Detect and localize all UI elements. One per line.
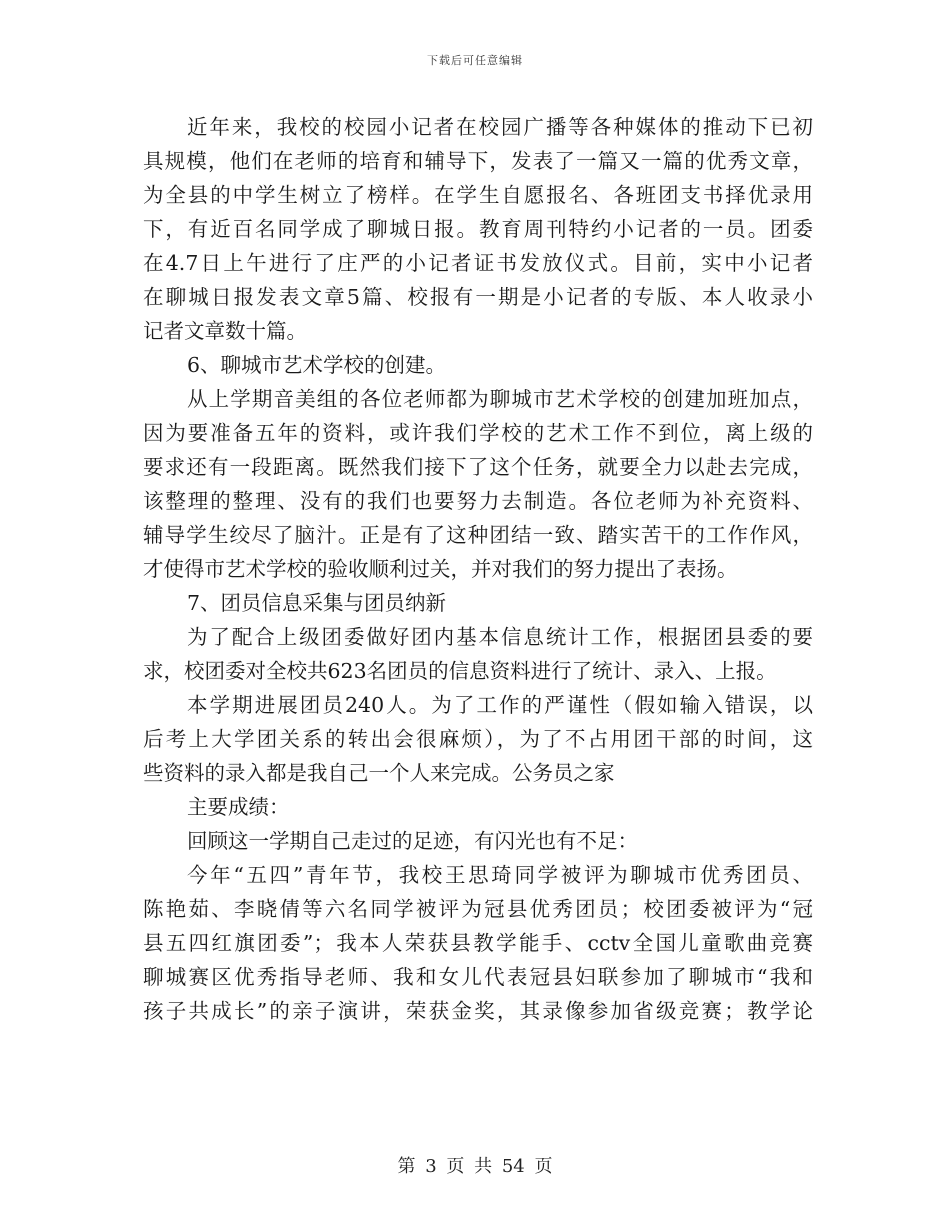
text-line: 才使得市艺术学校的验收顺利过关，并对我们的努力提出了表扬。 <box>143 557 738 581</box>
document-body <box>143 110 813 1028</box>
text-line: 7、团员信息采集与团员纳新 <box>187 591 447 615</box>
paragraph-awards <box>143 858 813 1028</box>
text-line: 为全县的中学生树立了榜样。在学生自愿报名、各班团支书择优录用 <box>143 183 813 207</box>
text-line: 从上学期音美组的各位老师都为聊城市艺术学校的创建加班加点， <box>187 387 813 411</box>
text-line: 下，有近百名同学成了聊城日报。教育周刊特约小记者的一员。团委 <box>143 217 813 241</box>
text-line: 近年来，我校的校园小记者在校园广播等各种媒体的推动下已初 <box>187 115 813 139</box>
text-line: 回顾这一学期自己走过的足迹，有闪光也有不足： <box>187 829 638 853</box>
text-line: 具规模，他们在老师的培育和辅导下，发表了一篇又一篇的优秀文章， <box>143 149 813 173</box>
text-line: 些资料的录入都是我自己一个人来完成。公务员之家 <box>143 761 615 785</box>
text-line: 在4.7日上午进行了庄严的小记者证书发放仪式。目前，实中小记者 <box>143 251 813 275</box>
section-heading-member-info <box>143 586 813 620</box>
paragraph-member-statistics <box>143 620 813 688</box>
text-line: 今年“五四”青年节，我校王思琦同学被评为聊城市优秀团员、 <box>187 863 813 887</box>
text-line: 主要成绩： <box>187 795 290 819</box>
text-line: 在聊城日报发表文章5篇、校报有一期是小记者的专版、本人收录小 <box>143 285 813 309</box>
text-line: 为了配合上级团委做好团内基本信息统计工作，根据团县委的要 <box>187 625 813 649</box>
text-line: 孩子共成长”的亲子演讲，荣获金奖，其录像参加省级竞赛；教学论 <box>143 999 813 1023</box>
text-line: 县五四红旗团委”；我本人荣获县教学能手、cctv全国儿童歌曲竞赛 <box>143 931 813 955</box>
paragraph-review <box>143 824 813 858</box>
text-line: 辅导学生绞尽了脑汁。正是有了这种团结一致、踏实苦干的工作作风， <box>143 523 813 547</box>
page-number: 第 3 页 共 54 页 <box>397 1156 553 1177</box>
text-line: 要求还有一段距离。既然我们接下了这个任务，就要全力以赴去完成， <box>143 455 813 479</box>
paragraph-art-school <box>143 382 813 586</box>
text-line: 6、聊城市艺术学校的创建。 <box>187 353 447 377</box>
text-line: 记者文章数十篇。 <box>143 319 307 343</box>
text-line: 该整理的整理、没有的我们也要努力去制造。各位老师为补充资料、 <box>143 489 813 513</box>
text-line: 陈艳茹、李晓倩等六名同学被评为冠县优秀团员；校团委被评为“冠 <box>143 897 813 921</box>
text-line: 求，校团委对全校共623名团员的信息资料进行了统计、录入、上报。 <box>143 659 777 683</box>
text-line: 后考上大学团关系的转出会很麻烦），为了不占用团干部的时间，这 <box>143 727 813 751</box>
section-heading-art-school <box>143 348 813 382</box>
text-line: 因为要准备五年的资料，或许我们学校的艺术工作不到位，离上级的 <box>143 421 813 445</box>
text-line: 聊城赛区优秀指导老师、我和女儿代表冠县妇联参加了聊城市“我和 <box>143 965 813 989</box>
page-header: 下载后可任意编辑 <box>427 54 523 67</box>
section-heading-achievements <box>143 790 813 824</box>
paragraph-school-reporters <box>143 110 813 348</box>
text-line: 本学期进展团员240人。为了工作的严谨性（假如输入错误，以 <box>187 693 813 717</box>
paragraph-new-members <box>143 688 813 790</box>
